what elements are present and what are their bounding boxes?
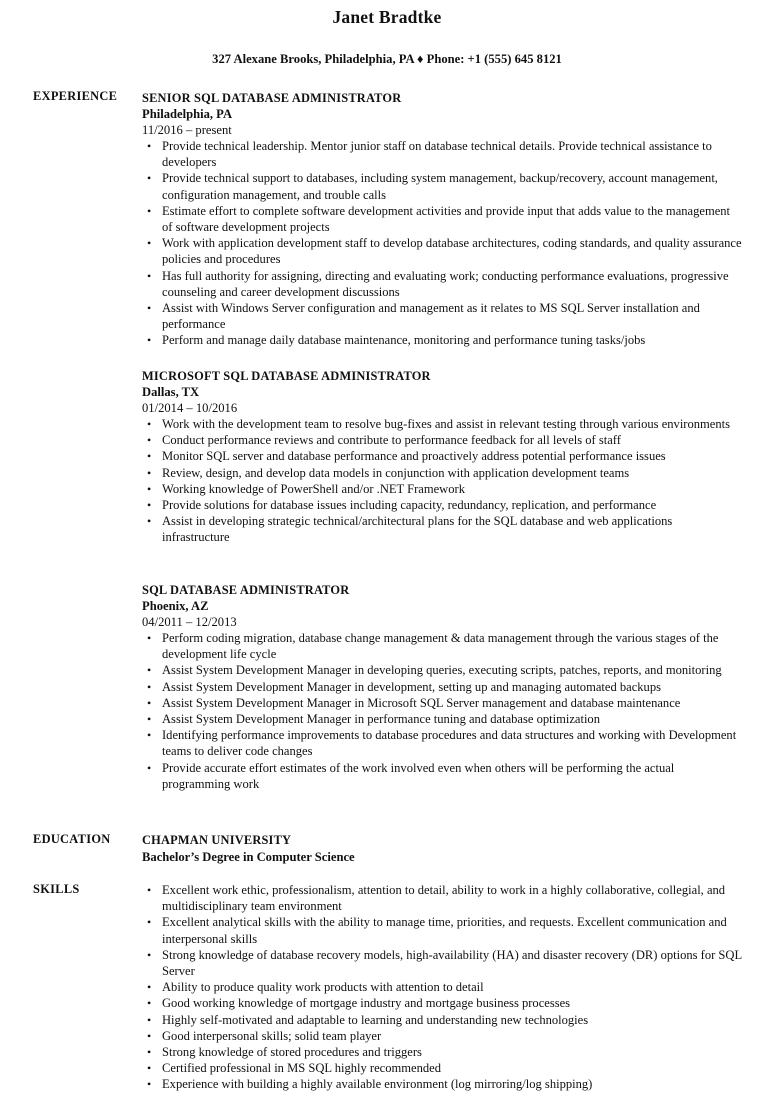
education-degree: Bachelor’s Degree in Computer Science: [142, 850, 355, 864]
job-location: Phoenix, AZ: [142, 599, 209, 613]
job-entry: [142, 582, 742, 792]
section-label-skills: SKILLS: [33, 882, 80, 896]
skill-item: • Excellent work ethic, professionalism, attention to detail, ability to work in a highly collaborative, collegial, and multidisciplinary team environment: [142, 882, 742, 914]
job-bullet: • Estimate effort to complete software development activities and provide input that adds value to the management of software development projects: [142, 203, 742, 235]
job-location: Philadelphia, PA: [142, 107, 233, 121]
job-bullet: • Working knowledge of PowerShell and/or .NET Framework: [142, 481, 742, 497]
job-bullet: • Conduct performance reviews and contribute to performance feedback for all levels of staff: [142, 432, 742, 448]
section-label-experience: EXPERIENCE: [33, 89, 118, 103]
skill-item: • Experience with building a highly available environment (log mirroring/log shipping): [142, 1076, 742, 1092]
skill-item: • Strong knowledge of stored procedures and triggers: [142, 1044, 742, 1060]
job-bullets: [142, 416, 742, 546]
skill-item: • Ability to produce quality work products with attention to detail: [142, 979, 742, 995]
education-entry: [142, 832, 355, 866]
job-bullet: • Perform and manage daily database maintenance, monitoring and performance tuning tasks/jobs: [142, 332, 742, 348]
skill-item: • Strong knowledge of database recovery models, high-availability (HA) and disaster recovery (DR) options for SQL Server: [142, 947, 742, 979]
job-title: MICROSOFT SQL DATABASE ADMINISTRATOR: [142, 369, 431, 383]
job-location: Dallas, TX: [142, 385, 200, 399]
job-bullet: • Work with application development staff to develop database architectures, coding standards, and quality assurance policies and procedures: [142, 235, 742, 267]
job-bullet: • Assist System Development Manager in Microsoft SQL Server management and database maintenance: [142, 695, 742, 711]
job-bullet: • Assist in developing strategic technical/architectural plans for the SQL database and web applications infrastructure: [142, 513, 742, 545]
job-bullets: [142, 630, 742, 792]
job-bullet: • Provide technical leadership. Mentor junior staff on database technical details. Provide technical assistance to developers: [142, 138, 742, 170]
job-title: SQL DATABASE ADMINISTRATOR: [142, 583, 350, 597]
job-dates: 01/2014 – 10/2016: [142, 401, 238, 415]
job-dates: 04/2011 – 12/2013: [142, 615, 237, 629]
job-entry: [142, 90, 742, 349]
job-bullet: • Monitor SQL server and database performance and proactively address potential performance issues: [142, 448, 742, 464]
job-entry: [142, 368, 742, 546]
skill-item: • Good working knowledge of mortgage industry and mortgage business processes: [142, 995, 742, 1011]
contact-line: 327 Alexane Brooks, Philadelphia, PA ♦ Phone: +1 (555) 645 8121: [212, 52, 562, 66]
skill-item: • Good interpersonal skills; solid team player: [142, 1028, 742, 1044]
job-dates: 11/2016 – present: [142, 123, 232, 137]
job-bullet: • Provide accurate effort estimates of the work involved even when others will be performing the actual programming work: [142, 760, 742, 792]
job-bullet: • Assist System Development Manager in developing queries, executing scripts, patches, reports, and monitoring: [142, 662, 742, 678]
skills-list-container: [142, 882, 742, 1093]
skill-item: • Highly self-motivated and adaptable to learning and understanding new technologies: [142, 1012, 742, 1028]
job-bullet: • Provide solutions for database issues including capacity, redundancy, replication, and performance: [142, 497, 742, 513]
job-bullet: • Identifying performance improvements to database procedures and data structures and working with Development teams to deliver code changes: [142, 727, 742, 759]
job-bullet: • Assist with Windows Server configuration and management as it relates to MS SQL Server installation and performance: [142, 300, 742, 332]
candidate-name: Janet Bradtke: [332, 7, 442, 27]
job-bullet: • Provide technical support to databases, including system management, backup/recovery, account management, configuration management, and trouble calls: [142, 170, 742, 202]
skill-item: • Excellent analytical skills with the ability to manage time, priorities, and requests. Excellent communication and interpersonal skills: [142, 914, 742, 946]
job-bullet: • Has full authority for assigning, directing and evaluating work; conducting performance evaluations, progressive counseling and career development discussions: [142, 268, 742, 300]
job-bullet: • Assist System Development Manager in performance tuning and database optimization: [142, 711, 742, 727]
skill-item: • Certified professional in MS SQL highly recommended: [142, 1060, 742, 1076]
job-bullet: • Perform coding migration, database change management & data management through the various stages of the development life cycle: [142, 630, 742, 662]
job-bullet: • Review, design, and develop data models in conjunction with application development teams: [142, 465, 742, 481]
education-school: CHAPMAN UNIVERSITY: [142, 833, 292, 847]
job-bullet: • Work with the development team to resolve bug-fixes and assist in relevant testing through various environments: [142, 416, 742, 432]
job-bullets: [142, 138, 742, 349]
job-title: SENIOR SQL DATABASE ADMINISTRATOR: [142, 91, 402, 105]
skills-list: [142, 882, 742, 1093]
job-bullet: • Assist System Development Manager in development, setting up and managing automated backups: [142, 679, 742, 695]
section-label-education: EDUCATION: [33, 832, 111, 846]
